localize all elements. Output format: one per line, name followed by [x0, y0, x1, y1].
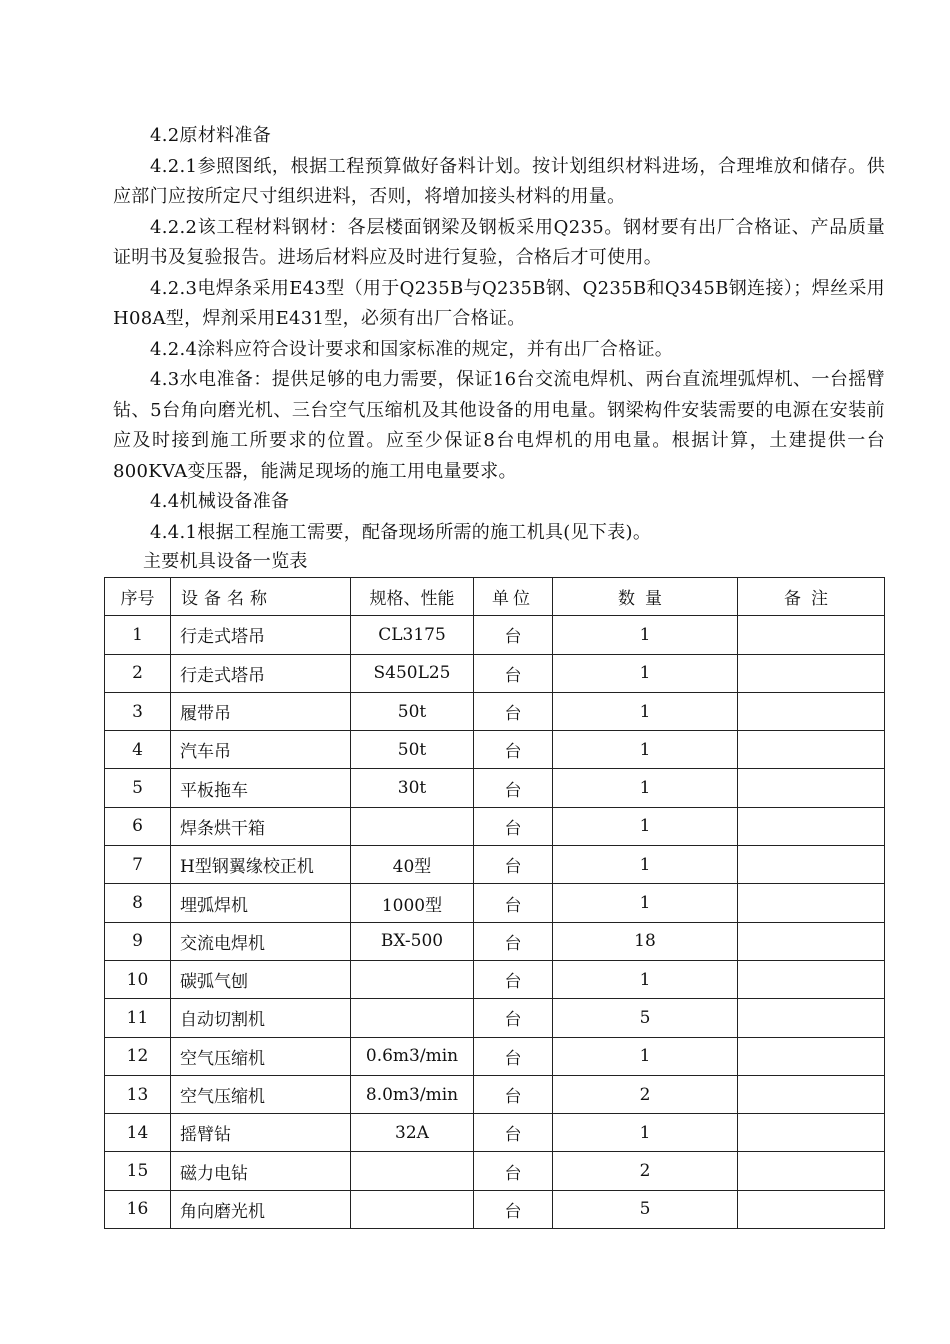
table-row [105, 1152, 885, 1190]
cell-spec: BX-500 [351, 922, 474, 960]
paragraph-4-4-1: 4.4.1根据工程施工需要，配备现场所需的施工机具(见下表)。 [150, 521, 652, 543]
paragraph-4-2-3: 4.2.3电焊条采用E43型（用于Q235B与Q235B钢、Q235B和Q345B钢连接）；焊丝采用H08A型，焊剂采用E431型，必须有出厂合格证。 [113, 277, 885, 329]
cell-name: 摇臂钻 [171, 1114, 351, 1152]
table-row [105, 654, 885, 692]
cell-unit: 台 [474, 731, 553, 769]
cell-note [738, 616, 885, 654]
cell-name: H型钢翼缘校正机 [171, 846, 351, 884]
section-heading-4-2: 4.2原材料准备 [150, 125, 272, 146]
paragraph-4-3: 4.3水电准备：提供足够的电力需要，保证16台交流电焊机、两台直流埋弧焊机、一台摇臂钻、5台角向磨光机、三台空气压缩机及其他设备的用电量。钢梁构件安装需要的电源在安装前应及时接到施工所要求的位置。应至少保证8台电焊机的用电量。根据计算，土建提供一台800KVA变压器，能满足现场的施工用电量要求。 [113, 369, 885, 482]
cell-name: 焊条烘干箱 [171, 807, 351, 845]
equipment-table [104, 577, 885, 1229]
cell-name: 交流电焊机 [171, 922, 351, 960]
cell-name: 空气压缩机 [171, 1075, 351, 1113]
cell-name: 磁力电钻 [171, 1152, 351, 1190]
cell-no: 6 [105, 807, 171, 845]
cell-name: 角向磨光机 [171, 1190, 351, 1228]
cell-unit: 台 [474, 1075, 553, 1113]
cell-qty: 1 [553, 884, 738, 922]
cell-note [738, 999, 885, 1037]
cell-qty: 18 [553, 922, 738, 960]
table-row [105, 1114, 885, 1152]
cell-name: 自动切割机 [171, 999, 351, 1037]
cell-note [738, 807, 885, 845]
cell-no: 10 [105, 960, 171, 998]
cell-unit: 台 [474, 769, 553, 807]
section-heading-4-4: 4.4机械设备准备 [150, 491, 290, 512]
table-row [105, 1037, 885, 1075]
cell-qty: 1 [553, 960, 738, 998]
cell-name: 平板拖车 [171, 769, 351, 807]
cell-unit: 台 [474, 1152, 553, 1190]
cell-note [738, 654, 885, 692]
cell-no: 4 [105, 731, 171, 769]
cell-spec: 1000型 [351, 884, 474, 922]
table-caption: 主要机具设备一览表 [143, 551, 308, 572]
header-no: 序号 [105, 578, 171, 616]
cell-name: 行走式塔吊 [171, 654, 351, 692]
cell-unit: 台 [474, 692, 553, 730]
cell-note [738, 731, 885, 769]
cell-qty: 1 [553, 1114, 738, 1152]
cell-qty: 1 [553, 731, 738, 769]
cell-spec: 50t [351, 692, 474, 730]
header-note: 备注 [738, 578, 885, 616]
cell-unit: 台 [474, 960, 553, 998]
cell-unit: 台 [474, 654, 553, 692]
cell-unit: 台 [474, 1037, 553, 1075]
table-row [105, 731, 885, 769]
cell-qty: 1 [553, 846, 738, 884]
cell-note [738, 1037, 885, 1075]
table-row [105, 960, 885, 998]
cell-spec [351, 807, 474, 845]
cell-note [738, 960, 885, 998]
cell-unit: 台 [474, 846, 553, 884]
body-text [113, 121, 885, 548]
cell-qty: 1 [553, 807, 738, 845]
cell-spec: 40型 [351, 846, 474, 884]
header-qty: 数量 [553, 578, 738, 616]
cell-unit: 台 [474, 1190, 553, 1228]
cell-no: 2 [105, 654, 171, 692]
cell-spec [351, 1190, 474, 1228]
cell-name: 空气压缩机 [171, 1037, 351, 1075]
paragraph-4-2-4: 4.2.4涂料应符合设计要求和国家标准的规定，并有出厂合格证。 [150, 338, 674, 360]
cell-qty: 5 [553, 999, 738, 1037]
cell-qty: 2 [553, 1152, 738, 1190]
cell-name: 埋弧焊机 [171, 884, 351, 922]
cell-no: 16 [105, 1190, 171, 1228]
cell-no: 8 [105, 884, 171, 922]
cell-spec: 30t [351, 769, 474, 807]
table-row [105, 846, 885, 884]
cell-no: 1 [105, 616, 171, 654]
cell-qty: 1 [553, 616, 738, 654]
cell-spec [351, 999, 474, 1037]
table-header-row [105, 578, 885, 616]
table-row [105, 1190, 885, 1228]
table-row [105, 769, 885, 807]
cell-spec [351, 1152, 474, 1190]
cell-name: 碳弧气刨 [171, 960, 351, 998]
header-spec: 规格、性能 [351, 578, 474, 616]
cell-unit: 台 [474, 1114, 553, 1152]
header-name: 设备名称 [171, 578, 351, 616]
table-body [105, 616, 885, 1229]
cell-qty: 5 [553, 1190, 738, 1228]
cell-name: 履带吊 [171, 692, 351, 730]
cell-note [738, 922, 885, 960]
cell-note [738, 884, 885, 922]
cell-qty: 1 [553, 769, 738, 807]
cell-name: 行走式塔吊 [171, 616, 351, 654]
cell-no: 5 [105, 769, 171, 807]
cell-spec: S450L25 [351, 654, 474, 692]
cell-no: 13 [105, 1075, 171, 1113]
header-unit: 单位 [474, 578, 553, 616]
cell-no: 3 [105, 692, 171, 730]
cell-unit: 台 [474, 922, 553, 960]
cell-note [738, 1075, 885, 1113]
cell-spec: 0.6m3/min [351, 1037, 474, 1075]
cell-unit: 台 [474, 884, 553, 922]
table-row [105, 999, 885, 1037]
cell-qty: 1 [553, 654, 738, 692]
cell-note [738, 769, 885, 807]
cell-spec: 50t [351, 731, 474, 769]
table-row [105, 922, 885, 960]
cell-no: 12 [105, 1037, 171, 1075]
table-row [105, 807, 885, 845]
table-row [105, 616, 885, 654]
cell-note [738, 1114, 885, 1152]
cell-spec [351, 960, 474, 998]
cell-no: 15 [105, 1152, 171, 1190]
cell-qty: 1 [553, 1037, 738, 1075]
paragraph-4-2-2: 4.2.2该工程材料钢材：各层楼面钢梁及钢板采用Q235。钢材要有出厂合格证、产品质量证明书及复验报告。进场后材料应及时进行复验，合格后才可使用。 [113, 216, 885, 268]
cell-spec: 32A [351, 1114, 474, 1152]
table-row [105, 1075, 885, 1113]
cell-no: 11 [105, 999, 171, 1037]
cell-note [738, 1152, 885, 1190]
cell-no: 7 [105, 846, 171, 884]
table-row [105, 884, 885, 922]
cell-note [738, 846, 885, 884]
cell-qty: 1 [553, 692, 738, 730]
cell-note [738, 692, 885, 730]
paragraph-4-2-1: 4.2.1参照图纸，根据工程预算做好备料计划。按计划组织材料进场，合理堆放和储存。供应部门应按所定尺寸组织进料，否则，将增加接头材料的用量。 [113, 155, 885, 207]
cell-name: 汽车吊 [171, 731, 351, 769]
cell-no: 9 [105, 922, 171, 960]
cell-spec: 8.0m3/min [351, 1075, 474, 1113]
cell-spec: CL3175 [351, 616, 474, 654]
cell-no: 14 [105, 1114, 171, 1152]
cell-unit: 台 [474, 807, 553, 845]
cell-unit: 台 [474, 999, 553, 1037]
table-row [105, 692, 885, 730]
cell-unit: 台 [474, 616, 553, 654]
cell-qty: 2 [553, 1075, 738, 1113]
cell-note [738, 1190, 885, 1228]
